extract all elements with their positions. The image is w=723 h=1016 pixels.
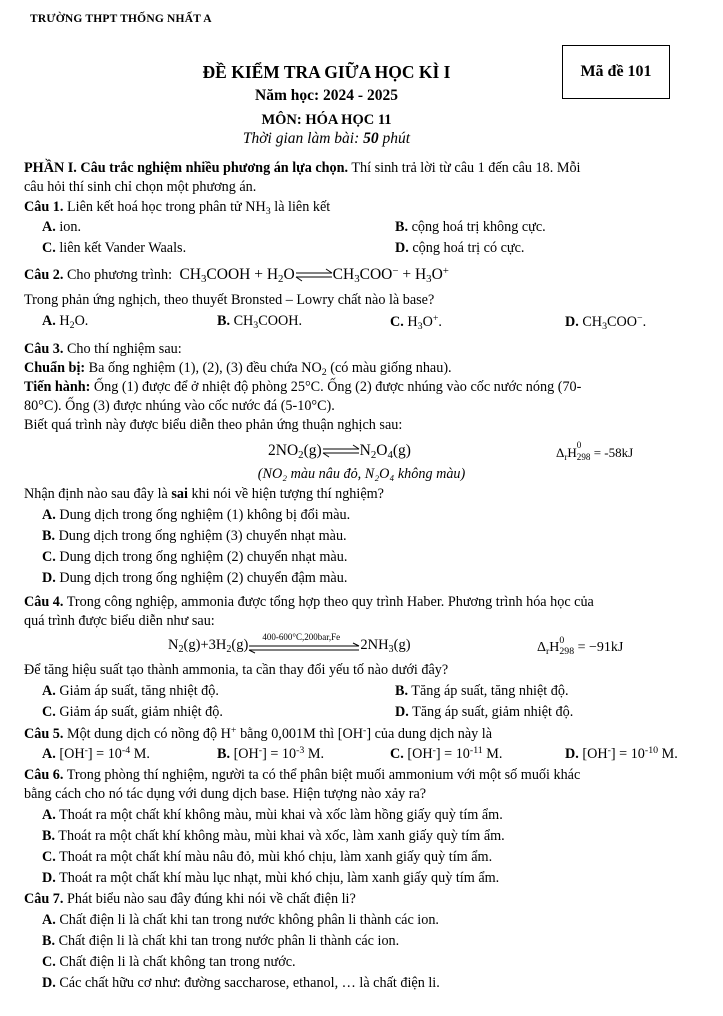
part1-instruction: câu hỏi thí sinh chỉ chọn một phương án.	[24, 179, 257, 195]
q5-option-c[interactable]: C. $[OH^-] = 10^{-11}$ M.	[390, 745, 503, 762]
q3-question: Nhận định nào sau đây là sai khi nói về hiện tượng thí nghiệm?	[24, 486, 384, 502]
question-5-stem: Câu 5. Một dung dịch có nồng độ H+ bằng 0,001M thì [OH-] của dung dịch này là	[24, 725, 492, 742]
q7-option-d[interactable]: D. Các chất hữu cơ như: đường saccharose, ethanol, … là chất điện li.	[42, 975, 440, 991]
question-4-stem-cont: quá trình được biểu diễn như sau:	[24, 613, 215, 629]
q1-option-a[interactable]: A. ion.	[42, 219, 82, 235]
q5-option-d[interactable]: D. $[OH^-] = 10^{-10}$ M.	[565, 745, 678, 762]
exam-code-box: Mã đề 101	[562, 45, 670, 99]
q7-option-a[interactable]: A. Chất điện li là chất khi tan trong nước không phân li thành các ion.	[42, 912, 439, 928]
q3-enthalpy: $\Delta_rH$ 0 $_{298}$ = -58kJ	[556, 440, 634, 462]
question-2-text: Trong phản ứng nghịch, theo thuyết Bronsted – Lowry chất nào là base?	[24, 292, 435, 308]
q4-option-c[interactable]: C. Giảm áp suất, giảm nhiệt độ.	[42, 704, 223, 720]
question-4-stem: Câu 4. Trong công nghiệp, ammonia được tổng hợp theo quy trình Haber. Phương trình hóa học của	[24, 594, 594, 610]
question-3-stem: Câu 3. Cho thí nghiệm sau:	[24, 341, 182, 357]
q3-procedure-cont: 80°C). Ống (3) được nhúng vào cốc nước đá (5-10°C).	[24, 398, 335, 414]
q3-known: Biết quá trình này được biểu diễn theo phản ứng thuận nghịch sau:	[24, 417, 403, 433]
q3-option-b[interactable]: B. Dung dịch trong ống nghiệm (3) chuyển nhạt màu.	[42, 528, 347, 544]
q4-condition: 400-600°C,200bar,Fe	[262, 631, 341, 642]
q4-option-b[interactable]: B. Tăng áp suất, tăng nhiệt độ.	[395, 683, 569, 699]
q3-note: (NO₂ màu nâu đỏ, N₂O₄ không màu)	[257, 466, 466, 482]
part1-heading: PHẦN I. Câu trắc nghiệm nhiều phương án lựa chọn. Thí sinh trả lời từ câu 1 đến câu 18. Mỗi	[24, 160, 581, 176]
school-year: Năm học: 2024 - 2025	[255, 87, 398, 104]
equilibrium-arrow-icon	[248, 642, 360, 654]
q2-option-d[interactable]: D. $CH_3COO^-$.	[565, 313, 647, 332]
q5-option-a[interactable]: A. $[OH^-] = 10^{-4}$ M.	[42, 745, 150, 762]
q3-procedure: Tiến hành: Ống (1) được để ở nhiệt độ phòng 25°C. Ống (2) được nhúng vào cốc nước nóng (70-	[24, 379, 582, 395]
q4-enthalpy: $\Delta_rH$ 0 $_{298}$ = −91kJ	[537, 635, 624, 657]
subject: MÔN: HÓA HỌC 11	[261, 112, 392, 128]
q1-option-b[interactable]: B. cộng hoá trị không cực.	[395, 219, 546, 235]
q6-option-c[interactable]: C. Thoát ra một chất khí màu nâu đỏ, mùi khó chịu, làm xanh giấy quỳ tím ẩm.	[42, 849, 493, 865]
question-6-stem: Câu 6. Trong phòng thí nghiệm, người ta có thể phân biệt muối ammonium với một số muối khác	[24, 767, 581, 783]
q1-option-d[interactable]: D. cộng hoá trị có cực.	[395, 240, 525, 256]
equilibrium-arrow-icon	[295, 268, 333, 282]
question-2-stem: Câu 2. Cho phương trình: $CH_3COOH + H_2O$ $CH_3COO^- + H_3O^+$	[24, 265, 449, 285]
school-name: TRƯỜNG THPT THỐNG NHẤT A	[30, 13, 212, 25]
q7-option-b[interactable]: B. Chất điện li là chất khi tan trong nước phân li thành các ion.	[42, 933, 400, 949]
equilibrium-arrow-icon	[322, 444, 360, 458]
question-1-stem: Câu 1. Liên kết hoá học trong phân tử $NH_3$ là liên kết	[24, 199, 331, 217]
q7-option-c[interactable]: C. Chất điện li là chất không tan trong nước.	[42, 954, 296, 970]
q3-option-a[interactable]: A. Dung dịch trong ống nghiệm (1) không bị đổi màu.	[42, 507, 351, 523]
q3-equation: $2NO_2(g)$ $N_2O_4(g)$	[268, 442, 411, 461]
q6-option-a[interactable]: A. Thoát ra một chất khí không màu, mùi khai và xốc làm hồng giấy quỳ tím ẩm.	[42, 807, 503, 823]
q3-option-c[interactable]: C. Dung dịch trong ống nghiệm (2) chuyển nhạt màu.	[42, 549, 348, 565]
q6-option-d[interactable]: D. Thoát ra một chất khí màu lục nhạt, mùi khó chịu, làm xanh giấy quỳ tím ẩm.	[42, 870, 500, 886]
q2-equation: $CH_3COOH + H_2O$ $CH_3COO^- + H_3O^+$	[175, 265, 449, 285]
q4-option-d[interactable]: D. Tăng áp suất, giảm nhiệt độ.	[395, 704, 574, 720]
question-7-stem: Câu 7. Phát biểu nào sau đây đúng khi nói về chất điện li?	[24, 891, 356, 907]
question-6-stem-cont: bằng cách cho nó tác dụng với dung dịch base. Hiện tượng nào xảy ra?	[24, 786, 427, 802]
q2-option-b[interactable]: B. $CH_3COOH$.	[217, 313, 302, 331]
q4-question: Để tăng hiệu suất tạo thành ammonia, ta cần thay đổi yếu tố nào dưới đây?	[24, 662, 449, 678]
q4-equation: $N_2(g)+3H_2(g)$ 400-600°C,200bar,Fe $2NH_3(g)$	[168, 631, 411, 655]
q5-option-b[interactable]: B. $[OH^-] = 10^{-3}$ M.	[217, 745, 325, 762]
q3-preparation: Chuẩn bị: Ba ống nghiệm (1), (2), (3) đều chứa $NO_2$ (có màu giống nhau).	[24, 360, 452, 378]
exam-title: ĐỀ KIỂM TRA GIỮA HỌC KÌ I	[202, 62, 451, 82]
exam-duration: Thời gian làm bài: 50 phút	[242, 130, 411, 147]
q3-option-d[interactable]: D. Dung dịch trong ống nghiệm (2) chuyển đậm màu.	[42, 570, 348, 586]
q6-option-b[interactable]: B. Thoát ra một chất khí không màu, mùi khai và xốc, làm xanh giấy quỳ tím ẩm.	[42, 828, 505, 844]
q2-option-a[interactable]: A. $H_2O$.	[42, 313, 89, 331]
q1-option-c[interactable]: C. liên kết Vander Waals.	[42, 240, 187, 256]
q4-option-a[interactable]: A. Giảm áp suất, tăng nhiệt độ.	[42, 683, 219, 699]
q2-option-c[interactable]: C. $H_3O^+$.	[390, 313, 442, 332]
